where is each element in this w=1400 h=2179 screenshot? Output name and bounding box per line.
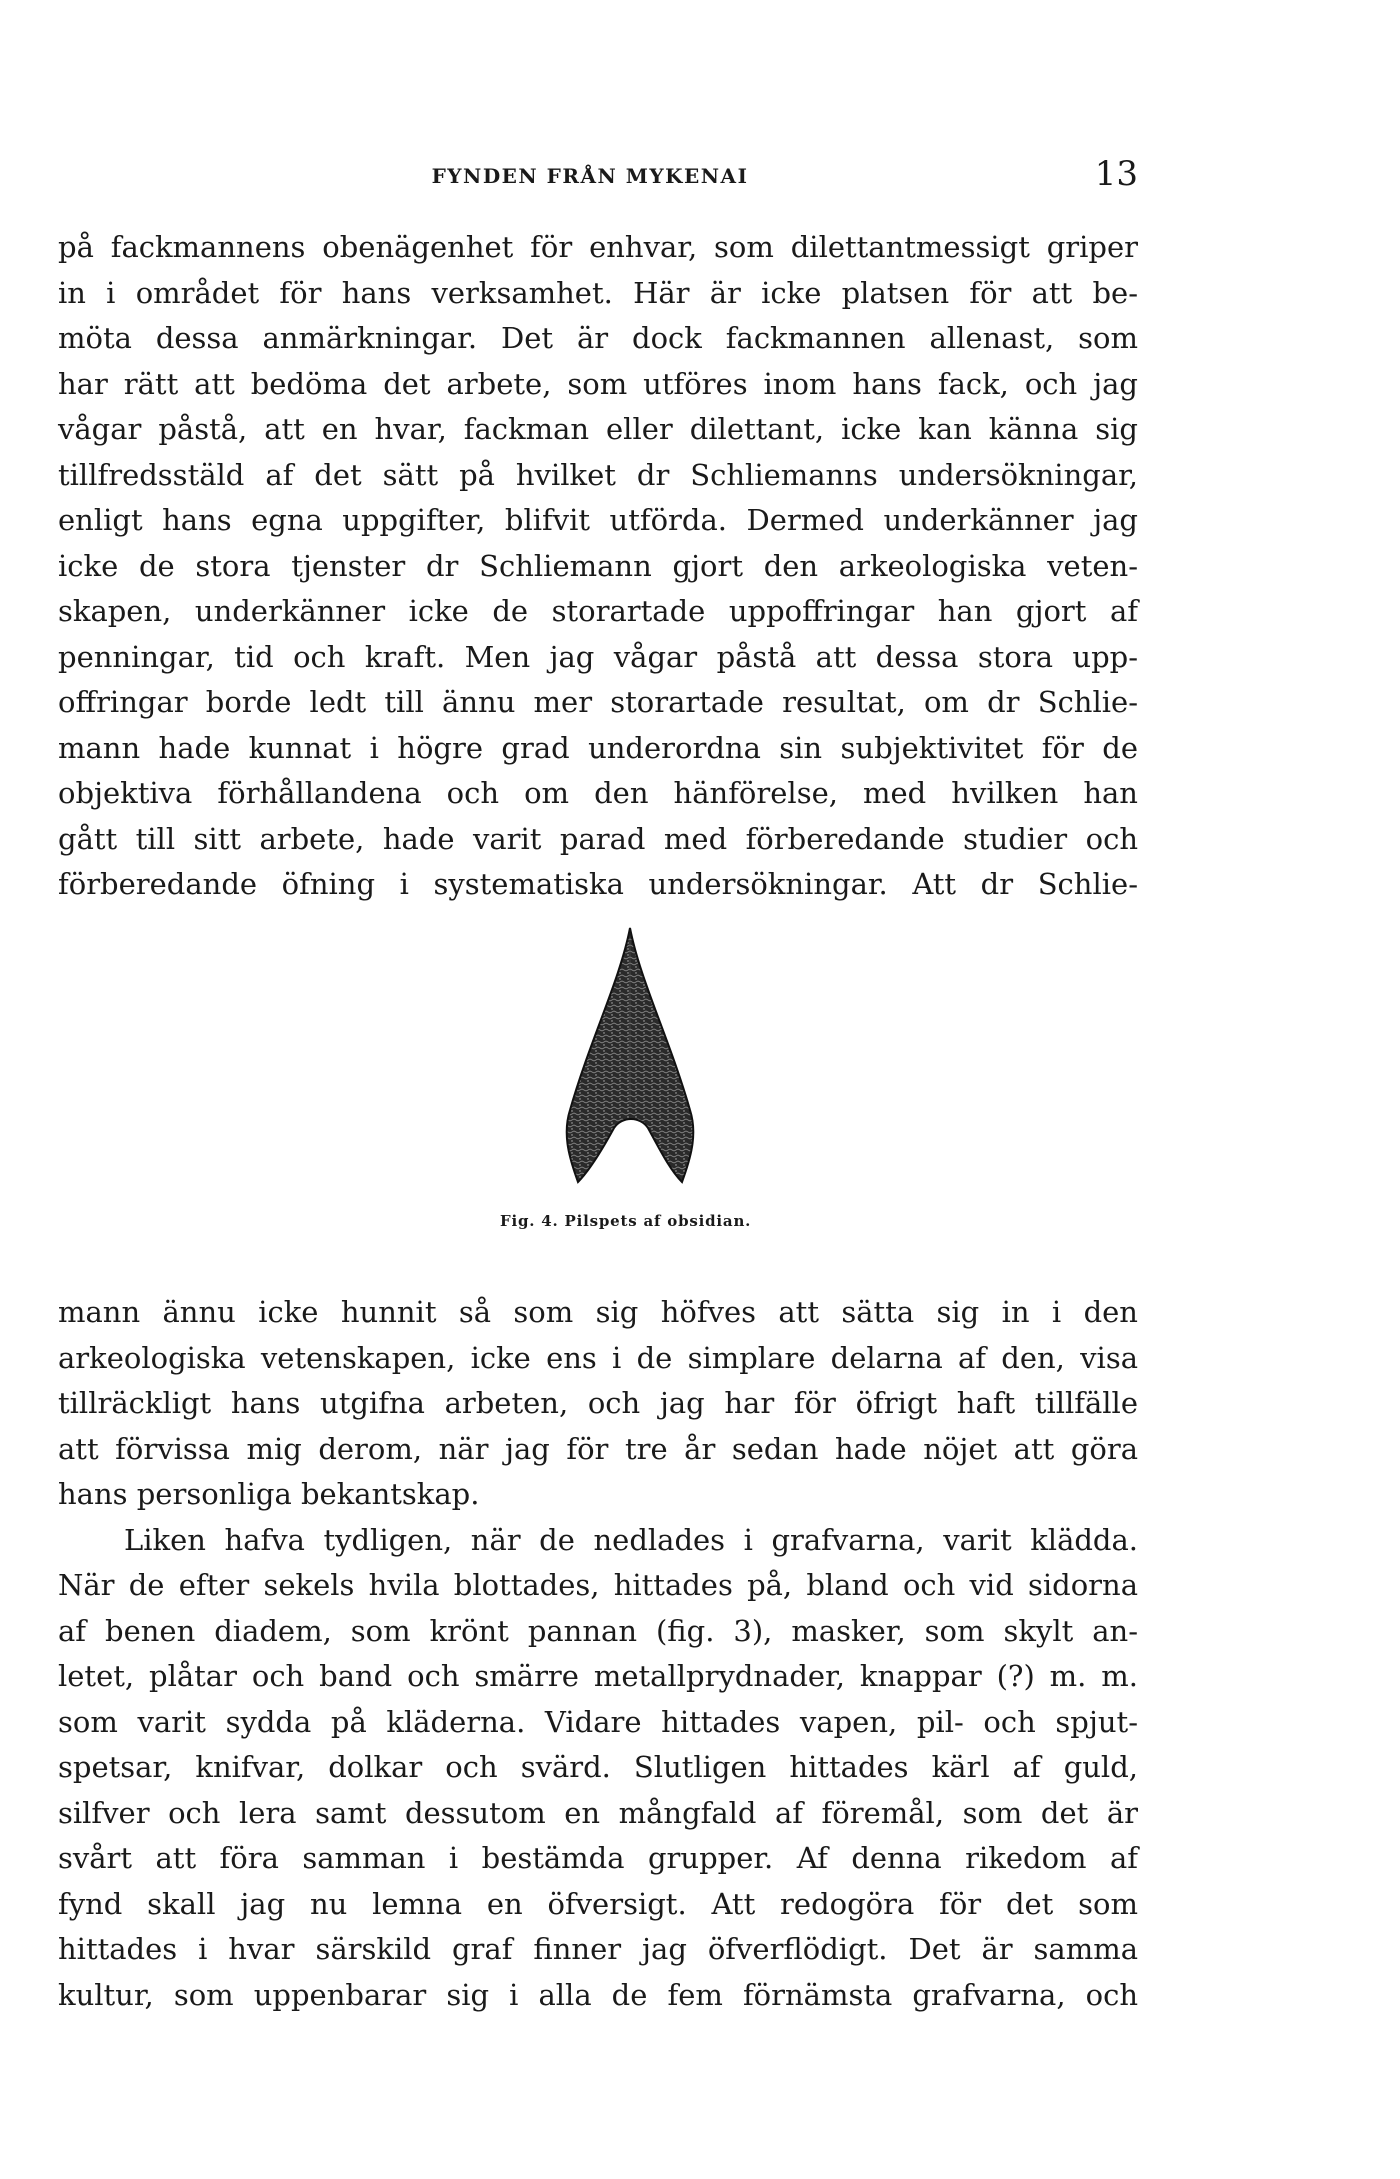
text-line: förberedande öfning i systematiska undersökningar. Att dr Schlie- (58, 867, 1138, 901)
paragraph-1 (58, 225, 1138, 908)
text-line: in i området för hans verksamhet. Här är icke platsen för att be- (58, 275, 1138, 310)
page-header (0, 150, 1400, 200)
text-line: att förvissa mig derom, när jag för tre år sedan hade nöjet att göra (58, 1431, 1138, 1466)
text-line: icke de stora tjenster dr Schliemann gjort den arkeologiska veten- (58, 548, 1138, 583)
text-line: Liken hafva tydligen, när de nedlades i grafvarna, varit klädda. (124, 1522, 1138, 1557)
text-line: tillräckligt hans utgifna arbeten, och jag har för öfrigt haft tillfälle (58, 1386, 1138, 1420)
text-line: har rätt att bedöma det arbete, som utföres inom hans fack, och jag (58, 366, 1138, 401)
text-line: mann ännu icke hunnit så som sig höfves att sätta sig in i den (58, 1295, 1138, 1329)
paragraph-2-3 (58, 1290, 1138, 2018)
text-line: af benen diadem, som krönt pannan (fig. 3), masker, som skylt an- (58, 1613, 1138, 1648)
text-line: kultur, som uppenbarar sig i alla de fem förnämsta grafvarna, och (58, 1977, 1138, 2012)
text-line: hans personliga bekantskap. (58, 1477, 480, 1511)
text-line: silfver och lera samt dessutom en mångfald af föremål, som det är (58, 1795, 1138, 1830)
text-line: svårt att föra samman i bestämda grupper. Af denna rikedom af (58, 1841, 1138, 1875)
text-line: som varit sydda på kläderna. Vidare hittades vapen, pil- och spjut- (58, 1704, 1138, 1739)
text-line: på fackmannens obenägenhet för enhvar, som dilettantmessigt griper (58, 230, 1138, 264)
text-line: enligt hans egna uppgifter, blifvit utförda. Dermed underkänner jag (58, 503, 1138, 537)
text-line: vågar påstå, att en hvar, fackman eller dilettant, icke kan känna sig (58, 412, 1138, 446)
running-title: FYNDEN FRÅN MYKENAI (431, 164, 749, 188)
figure-caption: Fig. 4. Pilspets af obsidian. (500, 1212, 752, 1230)
arrowhead-illustration (530, 920, 730, 1200)
figure-arrowhead (500, 920, 760, 1250)
page-number: 13 (1094, 154, 1138, 194)
text-line: arkeologiska vetenskapen, icke ens i de simplare delarna af den, visa (58, 1340, 1138, 1375)
text-line: skapen, underkänner icke de storartade uppoffringar han gjort af (58, 594, 1138, 628)
text-line: spetsar, knifvar, dolkar och svärd. Slutligen hittades kärl af guld, (58, 1750, 1138, 1784)
text-line: tillfredsstäld af det sätt på hvilket dr Schliemanns undersökningar, (58, 457, 1138, 492)
text-line: offringar borde ledt till ännu mer storartade resultat, om dr Schlie- (58, 685, 1138, 719)
text-line: letet, plåtar och band och smärre metallprydnader, knappar (?) m. m. (58, 1659, 1138, 1693)
text-line: möta dessa anmärkningar. Det är dock fackmannen allenast, som (58, 321, 1138, 355)
text-line: penningar, tid och kraft. Men jag vågar påstå att dessa stora upp- (58, 639, 1138, 674)
text-line: När de efter sekels hvila blottades, hittades på, bland och vid sidorna (58, 1568, 1138, 1602)
text-line: hittades i hvar särskild graf finner jag öfverflödigt. Det är samma (58, 1932, 1138, 1966)
text-line: objektiva förhållandena och om den hänförelse, med hvilken han (58, 776, 1138, 810)
text-line: gått till sitt arbete, hade varit parad med förberedande studier och (58, 821, 1138, 856)
text-line: fynd skall jag nu lemna en öfversigt. Att redogöra för det som (58, 1886, 1138, 1921)
text-line: mann hade kunnat i högre grad underordna sin subjektivitet för de (58, 730, 1138, 765)
